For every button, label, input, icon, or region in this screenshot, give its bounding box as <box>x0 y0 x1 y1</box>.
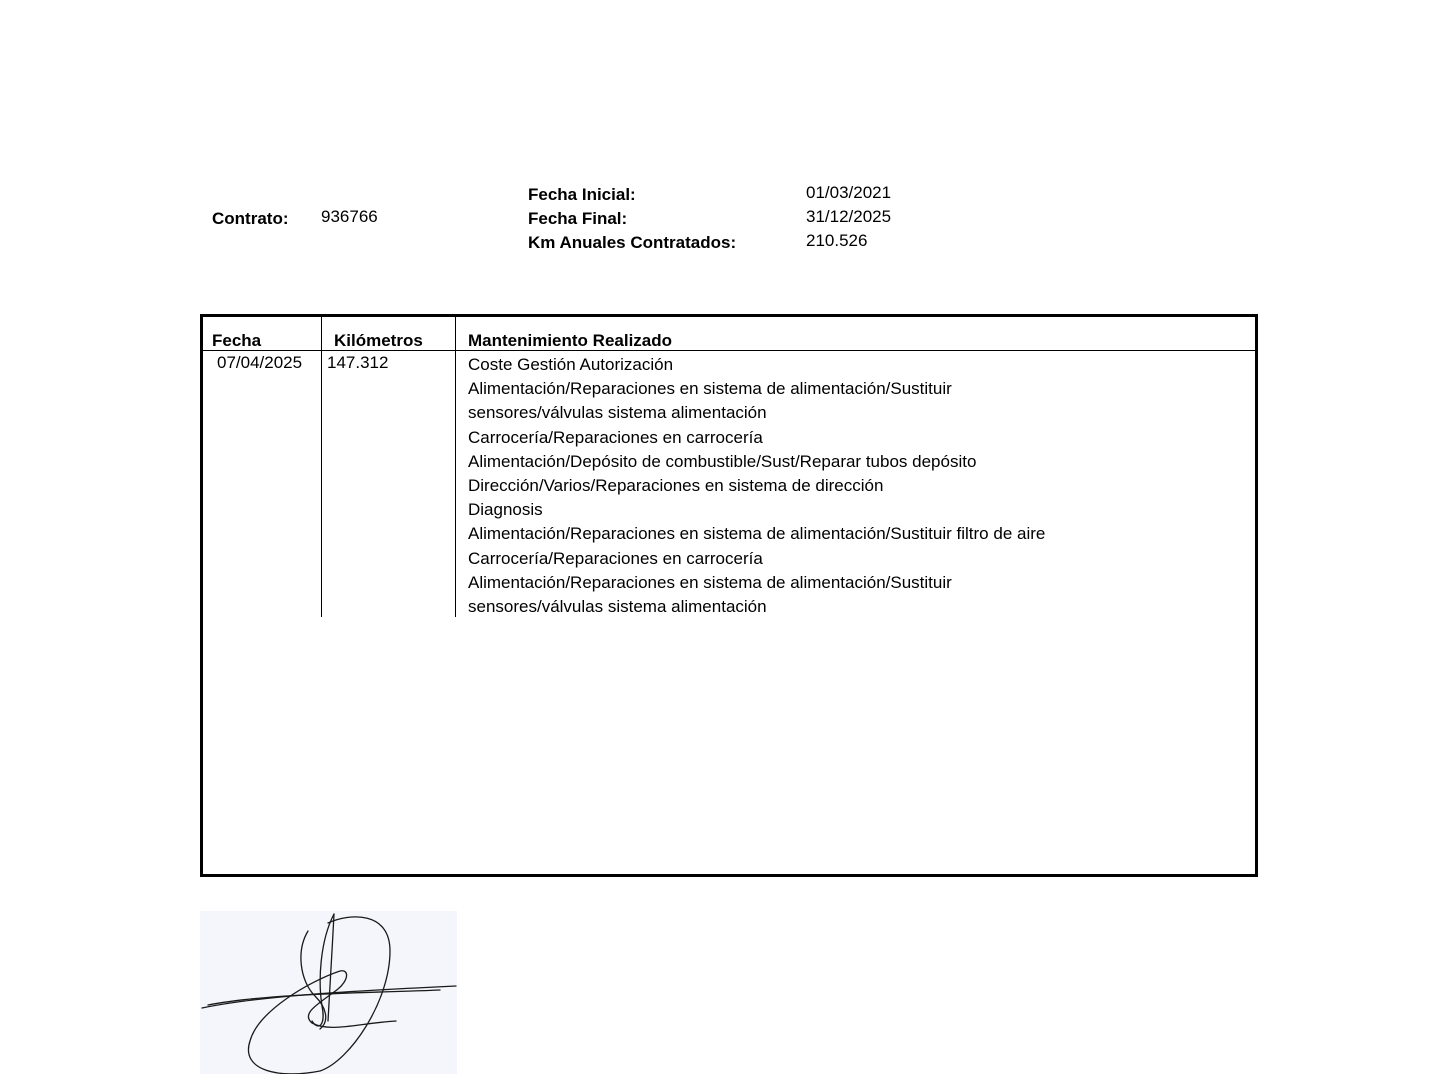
maintenance-items-list <box>468 353 1045 619</box>
signature <box>200 911 457 1074</box>
maintenance-item: sensores/válvulas sistema alimentación <box>468 597 767 617</box>
maintenance-item: Coste Gestión Autorización <box>468 355 674 374</box>
maintenance-item: Carrocería/Reparaciones en carrocería <box>468 548 763 568</box>
header-kilometros: Kilómetros <box>334 331 423 350</box>
header-mantenimiento: Mantenimiento Realizado <box>468 331 673 350</box>
contrato-label: Contrato: <box>212 209 289 228</box>
header-fecha: Fecha <box>212 331 262 350</box>
km-anuales-label: Km Anuales Contratados: <box>528 233 737 252</box>
maintenance-item: Alimentación/Reparaciones en sistema de alimentación/Sustituir <box>468 379 952 399</box>
row-kilometros: 147.312 <box>327 353 389 372</box>
fecha-inicial-label: Fecha Inicial: <box>528 185 636 204</box>
maintenance-item: Alimentación/Depósito de combustible/Sust/Reparar tubos depósito <box>468 451 977 471</box>
maintenance-table <box>200 314 1258 877</box>
maintenance-item: Dirección/Varios/Reparaciones en sistema de dirección <box>468 476 884 496</box>
column-divider-km <box>455 317 456 617</box>
maintenance-item: sensores/válvulas sistema alimentación <box>468 403 767 423</box>
fecha-final-label: Fecha Final: <box>528 209 628 228</box>
maintenance-item: Alimentación/Reparaciones en sistema de alimentación/Sustituir <box>468 572 952 592</box>
km-anuales-value: 210.526 <box>806 231 868 250</box>
column-divider-fecha <box>321 317 322 617</box>
row-fecha: 07/04/2025 <box>217 353 303 372</box>
contrato-value: 936766 <box>321 207 378 226</box>
fecha-final-value: 31/12/2025 <box>806 207 892 226</box>
maintenance-item: Carrocería/Reparaciones en carrocería <box>468 427 763 447</box>
fecha-inicial-value: 01/03/2021 <box>806 183 892 202</box>
header-divider <box>203 350 1255 351</box>
maintenance-item: Diagnosis <box>468 500 543 520</box>
maintenance-item: Alimentación/Reparaciones en sistema de alimentación/Sustituir filtro de aire <box>468 524 1046 544</box>
signature-drawing <box>200 911 457 1074</box>
